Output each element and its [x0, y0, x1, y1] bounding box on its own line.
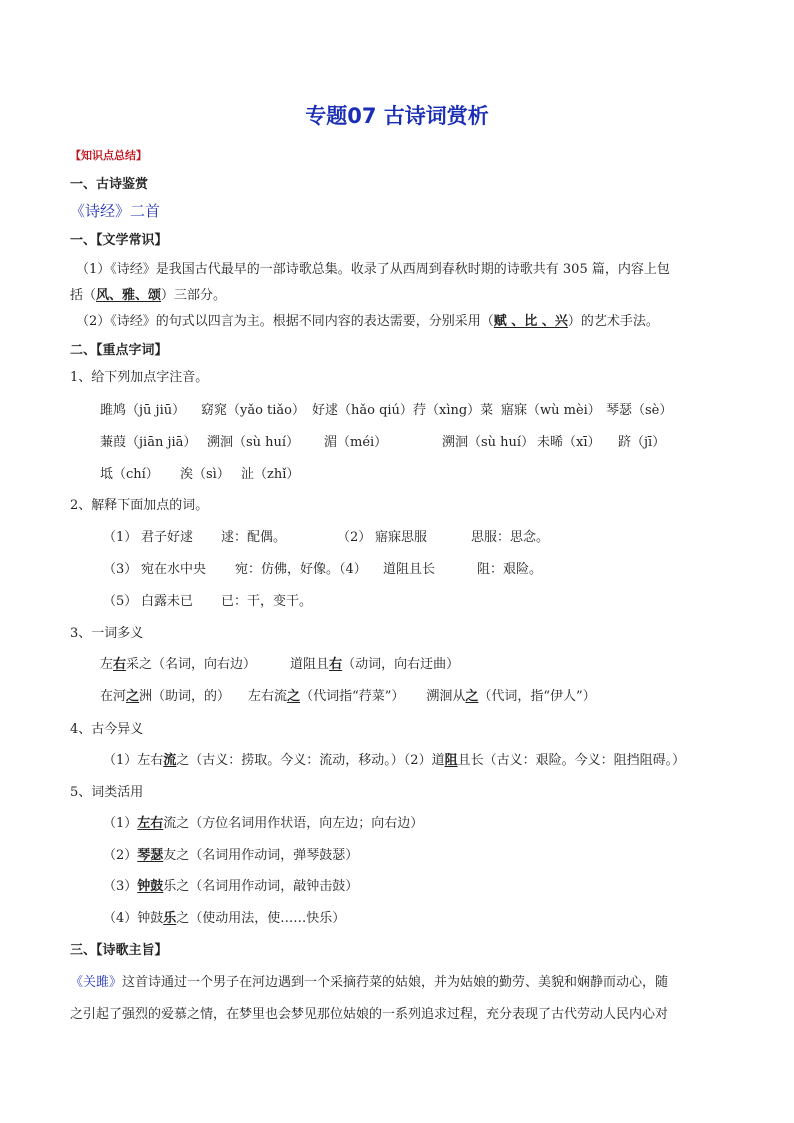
text: 左右流	[248, 689, 288, 704]
key-char: 流	[163, 753, 177, 768]
key-char: 左右	[137, 816, 164, 831]
explain-meaning: 已：干，变干。	[221, 594, 313, 609]
text: 括（	[70, 288, 97, 303]
explain-meaning: 阻：艰险。	[477, 562, 543, 577]
key-char: 之	[287, 689, 301, 704]
ancient-modern-line	[103, 752, 685, 770]
text: （动词，向右迂曲）	[342, 657, 460, 672]
literature-heading: 一、【文学常识】	[70, 233, 168, 248]
text: 之（使动用法，使……快乐）	[176, 911, 346, 926]
poem-heading: 《诗经》二首	[70, 202, 161, 220]
page-title: 专题07 古诗词赏析	[305, 104, 489, 128]
question-2: 2、解释下面加点的词。	[70, 498, 209, 513]
pinyin-item: 琴瑟（sè）	[606, 403, 673, 418]
key-words-heading: 二、【重点字词】	[70, 343, 168, 358]
poem-title: 《关雎》	[70, 975, 123, 990]
text: 乐之（名词用作动词，敲钟击鼓）	[163, 879, 359, 894]
pinyin-item: 雎鸠（jū jiū）	[100, 403, 186, 418]
key-char: 钟鼓	[137, 879, 164, 894]
text: （1）左右	[103, 753, 164, 768]
theme-line-1	[70, 974, 668, 992]
question-5: 5、词类活用	[70, 785, 144, 800]
explain-meaning: 逑：配偶。	[221, 530, 287, 545]
question-3: 3、一词多义	[70, 626, 144, 641]
pinyin-item: 溯洄（sù huí）	[207, 435, 300, 450]
text: 之（古义：捞取。今义：流动，移动。）（2）道	[176, 753, 445, 768]
word-class-line-2	[103, 847, 358, 865]
key-char: 阻	[444, 753, 458, 768]
polysemy-line-1	[100, 656, 459, 674]
text: 左	[100, 657, 114, 672]
text: 洲（助词，的）	[139, 689, 231, 704]
text: 流之（方位名词用作状语，向左边；向右边）	[163, 816, 424, 831]
key-char: 右	[113, 657, 127, 672]
pinyin-item: 溯洄（sù huí）	[442, 435, 535, 450]
text: （2）	[103, 848, 138, 863]
question-1: 1、给下列加点字注音。	[70, 370, 209, 385]
literature-line-1: （1）《诗经》是我国古代最早的一部诗歌总集。收录了从西周到春秋时期的诗歌共有 305 篇，内容上包	[76, 262, 670, 277]
text: ）的艺术手法。	[567, 314, 659, 329]
literature-line-3	[76, 313, 659, 331]
pinyin-item: 蒹葭（jiān jiā）	[100, 435, 197, 450]
explain-word: 君子好逑	[141, 530, 194, 545]
explain-number: （5）	[103, 594, 138, 609]
pinyin-item: 涘（sì）	[180, 467, 230, 482]
explain-word: 寤寐思服	[375, 530, 428, 545]
explain-meaning: 宛：仿佛，好像。（4）	[235, 562, 367, 577]
explain-word: 宛在水中央	[141, 562, 207, 577]
pinyin-item: 跻（jī）	[618, 435, 666, 450]
explain-number: （1）	[103, 530, 138, 545]
text: 采之（名词，向右边）	[126, 657, 257, 672]
text: ）三部分。	[161, 288, 227, 303]
key-char: 右	[329, 657, 343, 672]
key-char: 之	[126, 689, 140, 704]
text: （2）《诗经》的句式以四言为主。根据不同内容的表达需要，分别采用（	[76, 314, 494, 329]
theme-line-2: 之引起了强烈的爱慕之情，在梦里也会梦见那位姑娘的一系列追求过程，充分表现了古代劳动人民内心对	[70, 1007, 669, 1022]
answer-underlined: 风、雅、颂	[96, 288, 162, 303]
polysemy-line-2	[100, 688, 596, 706]
text: 且长（古义：艰险。今义：阻挡阻碍。）	[457, 753, 686, 768]
explain-number: （2）	[337, 530, 372, 545]
literature-line-2	[70, 287, 226, 305]
text: （代词，指“伊人”）	[478, 689, 596, 704]
text: （代词指“荇菜”）	[300, 689, 405, 704]
pinyin-item: 湄（méi）	[324, 435, 388, 450]
key-char: 之	[465, 689, 479, 704]
text: （4）钟鼓	[103, 911, 164, 926]
explain-word: 白露未已	[141, 594, 194, 609]
pinyin-item: 窈窕（yǎo tiǎo）	[201, 403, 306, 418]
answer-underlined: 赋 、比 、兴	[493, 314, 568, 329]
text: 这首诗通过一个男子在河边遇到一个采摘荇菜的姑娘，并为姑娘的勤劳、美貌和娴静而动心，随	[122, 975, 669, 990]
explain-number: （3）	[103, 562, 138, 577]
key-char: 琴瑟	[137, 848, 164, 863]
theme-heading: 三、【诗歌主旨】	[70, 943, 168, 958]
explain-meaning: 思服：思念。	[471, 530, 550, 545]
key-char: 乐	[163, 911, 177, 926]
word-class-line-1	[103, 815, 423, 833]
pinyin-item: 寤寐（wù mèi）	[501, 403, 601, 418]
text: （1）	[103, 816, 138, 831]
pinyin-item: 未晞（xī）	[537, 435, 601, 450]
text: 友之（名词用作动词，弹琴鼓瑟）	[163, 848, 359, 863]
text: （3）	[103, 879, 138, 894]
pinyin-item: 坻（chí）	[100, 467, 159, 482]
summary-tag: 【知识点总结】	[70, 149, 147, 162]
pinyin-item: 沚（zhǐ）	[241, 467, 300, 482]
word-class-line-3	[103, 878, 358, 896]
section-heading-1: 一、古诗鉴赏	[70, 177, 149, 192]
text: 道阻且	[290, 657, 330, 672]
pinyin-item: 荇（xìng）菜	[413, 403, 494, 418]
explain-word: 道阻且长	[383, 562, 436, 577]
text: 溯洄从	[426, 689, 466, 704]
pinyin-item: 好逑（hǎo qiú）	[312, 403, 413, 418]
question-4: 4、古今异义	[70, 722, 144, 737]
word-class-line-4	[103, 910, 345, 928]
text: 在河	[100, 689, 127, 704]
